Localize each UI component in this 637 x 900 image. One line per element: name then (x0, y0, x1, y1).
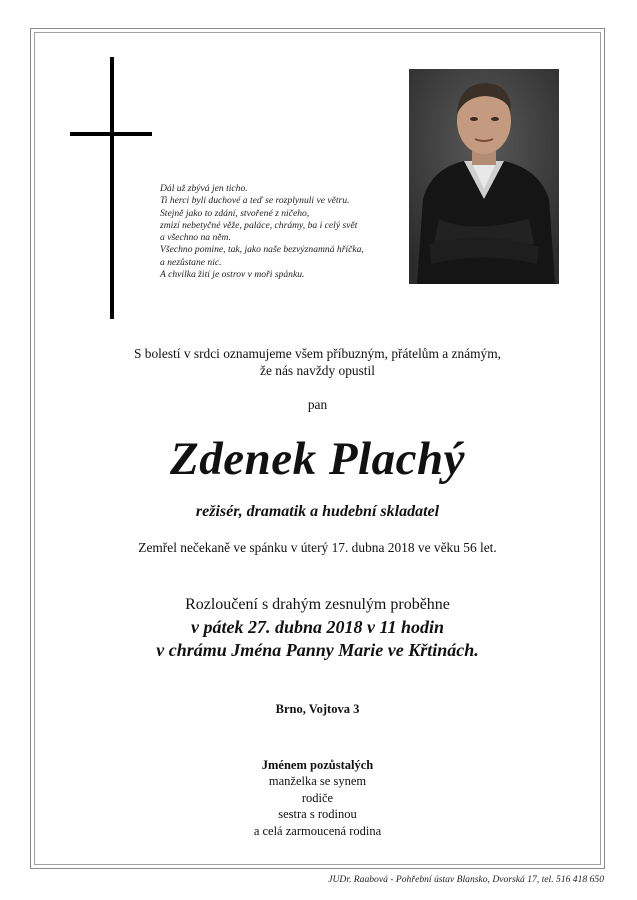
portrait-illustration (409, 69, 559, 284)
poem-line: a všechno na něm. (160, 232, 231, 244)
poem-line: zmizí nebetyčné věže, paláce, chrámy, ba i celý svět (160, 219, 358, 231)
farewell-intro: Rozloučení s drahým zesnulým proběhne (185, 596, 450, 613)
announcement-line-2: že nás navždy opustil (260, 363, 375, 378)
poem-line: Ti herci byli duchové a teď se rozplynuli ve větru. (160, 195, 350, 207)
profession: režisér, dramatik a hudební skladatel (195, 503, 440, 520)
death-notice: Zemřel nečekaně ve spánku v úterý 17. dubna 2018 ve věku 56 let. (138, 540, 497, 555)
mourner-line: rodiče (301, 790, 334, 805)
portrait-photo (409, 69, 559, 284)
cross-vertical-bar (110, 57, 114, 319)
poem-line: Všechno pomine, tak, jako naše bezvýznamná hříčka, (160, 244, 364, 256)
address: Brno, Vojtova 3 (275, 702, 360, 716)
mourner-line: a celá zarmoucená rodina (253, 823, 382, 838)
mourners (34, 757, 601, 839)
mourner-line: manželka se synem (268, 774, 367, 789)
farewell-date: v pátek 27. dubna 2018 v 11 hodin (190, 617, 445, 637)
announcement-line-1: S bolestí v srdci oznamujeme všem příbuzným, přátelům a známým, (133, 346, 502, 361)
poem-line: A chvilka žití je ostrov v moři spánku. (160, 269, 305, 281)
announcement (34, 345, 601, 379)
poem-line: Stejně jako to zdání, stvořené z ničeho, (160, 207, 310, 219)
funeral-service-footer: JUDr. Raabová - Pohřební ústav Blansko, Dvorská 17, tel. 516 418 650 (328, 874, 604, 885)
farewell-place: v chrámu Jména Panny Marie ve Křtinách. (156, 640, 479, 660)
deceased-name: Zdenek Plachý (170, 433, 465, 485)
salutation: pan (307, 397, 328, 412)
poem-line: Dál už zbývá jen ticho. (160, 183, 248, 194)
poem (160, 183, 405, 281)
cross-horizontal-bar (70, 132, 152, 136)
mourners-heading: Jménem pozůstalých (261, 758, 374, 772)
poem-line: a nezůstane nic. (160, 256, 222, 268)
mourner-line: sestra s rodinou (278, 807, 357, 822)
